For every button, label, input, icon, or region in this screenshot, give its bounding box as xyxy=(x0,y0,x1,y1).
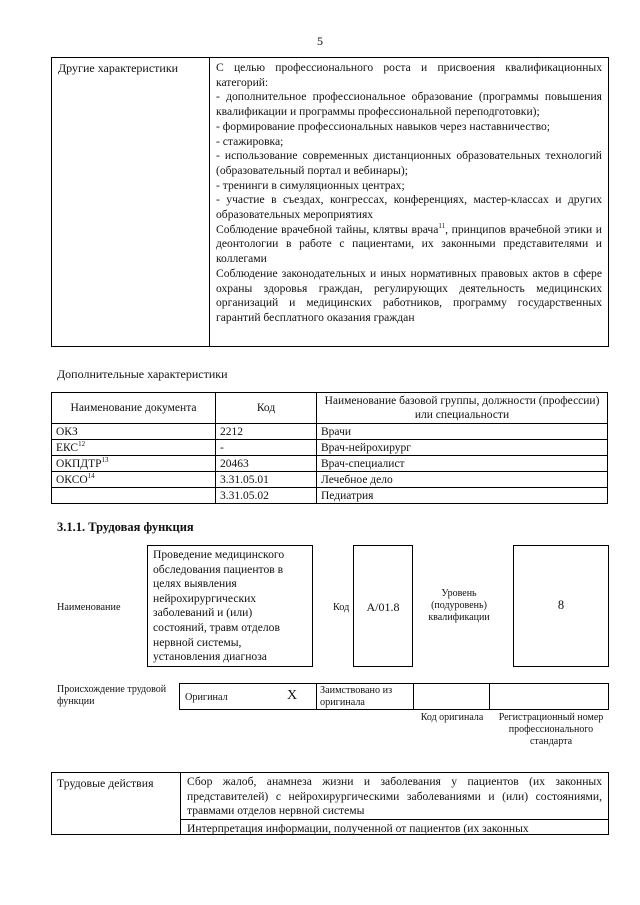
group-cell: Врач-специалист xyxy=(317,456,608,472)
characteristics-line: - стажировка; xyxy=(216,134,284,148)
function-code-box: А/01.8 xyxy=(353,545,413,667)
page-number: 5 xyxy=(317,34,323,48)
medical-secrecy-paragraph xyxy=(216,223,602,267)
doc-name: ОКСО xyxy=(56,473,88,486)
doc-name: ЕКС xyxy=(56,441,79,454)
table-header-row xyxy=(52,393,608,424)
table-row xyxy=(52,440,608,456)
characteristics-line: - участие в съездах, конгрессах, конференциях, мастер-классах и других образовательных мероприятиях xyxy=(216,193,602,222)
other-characteristics-label: Другие характеристики xyxy=(52,58,210,346)
code-cell: 20463 xyxy=(216,456,317,472)
group-cell: Лечебное дело xyxy=(317,472,608,488)
code-cell: 2212 xyxy=(216,424,317,440)
original-label: Оригинал xyxy=(185,692,228,703)
additional-characteristics-caption: Дополнительные характеристики xyxy=(57,367,228,381)
function-name-box: Проведение медицинского обследования пациентов в целях выявления нейрохирургических заболеваний и (или) состояний, травм отделов нервной системы, установления диагноза xyxy=(147,545,313,667)
doc-name: ОКЗ xyxy=(56,425,78,438)
characteristics-line: - дополнительное профессиональное образование (программы повышения квалификации и программы профессиональной переподготовки); xyxy=(216,90,602,119)
footnote-ref: 13 xyxy=(101,455,109,464)
table-row xyxy=(52,472,608,488)
labor-action-item: Сбор жалоб, анамнеза жизни и заболевания у пациентов (их законных представителей) с нейрохирургическими заболеваниями и (или) состояниями, травмами отделов нервной системы xyxy=(181,773,608,820)
labor-action-item: Интерпретация информации, полученной от пациентов (их законных xyxy=(187,822,529,835)
doc-cell xyxy=(52,472,216,488)
law-compliance-paragraph: Соблюдение законодательных и иных нормативных правовых актов в сфере охраны здоровья граждан, регулирующих деятельность медицинских организаций и медицинских работников, программу государственных гарантий бесплатного оказания граждан xyxy=(216,266,602,324)
secrecy-text-tail: , принципов врачебной этики и деонтологии в работе с пациентами, их законными представителями и коллегами xyxy=(216,222,602,266)
registration-number-label: Регистрационный номер профессионального стандарта xyxy=(498,712,604,747)
original-mark: X xyxy=(287,688,298,703)
table-row xyxy=(52,456,608,472)
doc-cell xyxy=(52,440,216,456)
labor-actions-label: Трудовые действия xyxy=(52,773,181,834)
labor-function-title: 3.1.1. Трудовая функция xyxy=(57,520,194,534)
borrowed-label: Заимствовано из оригинала xyxy=(320,685,393,708)
code-original-cell xyxy=(414,684,490,709)
additional-characteristics-table xyxy=(51,392,608,504)
labor-actions-table xyxy=(51,772,609,835)
characteristics-line: - тренинги в симуляционных центрах; xyxy=(216,178,405,192)
doc-cell xyxy=(52,456,216,472)
header-document: Наименование документа xyxy=(52,393,216,424)
code-cell: 3.31.05.02 xyxy=(216,488,317,504)
doc-name: ОКПДТР xyxy=(56,457,102,470)
other-characteristics-table xyxy=(51,57,609,347)
header-group-name: Наименование базовой группы, должности (профессии) или специальности xyxy=(317,393,608,424)
name-label: Наименование xyxy=(57,602,121,613)
characteristics-line: С целью профессионального роста и присвоения квалификационных категорий: xyxy=(216,61,602,89)
qualification-level-label: Уровень (подуровень) квалификации xyxy=(428,588,490,623)
code-label: Код xyxy=(333,602,350,613)
qualification-level-box: 8 xyxy=(513,545,609,667)
code-cell: 3.31.05.01 xyxy=(216,472,317,488)
group-cell: Врач-нейрохирург xyxy=(317,440,608,456)
characteristics-line: - формирование профессиональных навыков через наставничество; xyxy=(216,119,550,133)
doc-cell xyxy=(52,488,216,504)
other-characteristics-content xyxy=(210,58,608,346)
table-row xyxy=(52,488,608,504)
origin-label: Происхождение трудовой функции xyxy=(57,684,167,707)
code-cell: - xyxy=(216,440,317,456)
secrecy-text: Соблюдение врачебной тайны, клятвы врача xyxy=(216,222,439,236)
footnote-ref: 11 xyxy=(438,221,446,230)
group-cell: Врачи xyxy=(317,424,608,440)
group-cell: Педиатрия xyxy=(317,488,608,504)
labor-actions-content xyxy=(181,773,608,835)
characteristics-line: - использование современных дистанционных образовательных технологий (образовательный портал и вебинары); xyxy=(216,149,602,177)
doc-cell xyxy=(52,424,216,440)
footnote-ref: 12 xyxy=(78,439,86,448)
table-row xyxy=(52,424,608,440)
code-original-label: Код оригинала xyxy=(420,712,484,723)
footnote-ref: 14 xyxy=(87,471,95,480)
header-code: Код xyxy=(216,393,317,424)
